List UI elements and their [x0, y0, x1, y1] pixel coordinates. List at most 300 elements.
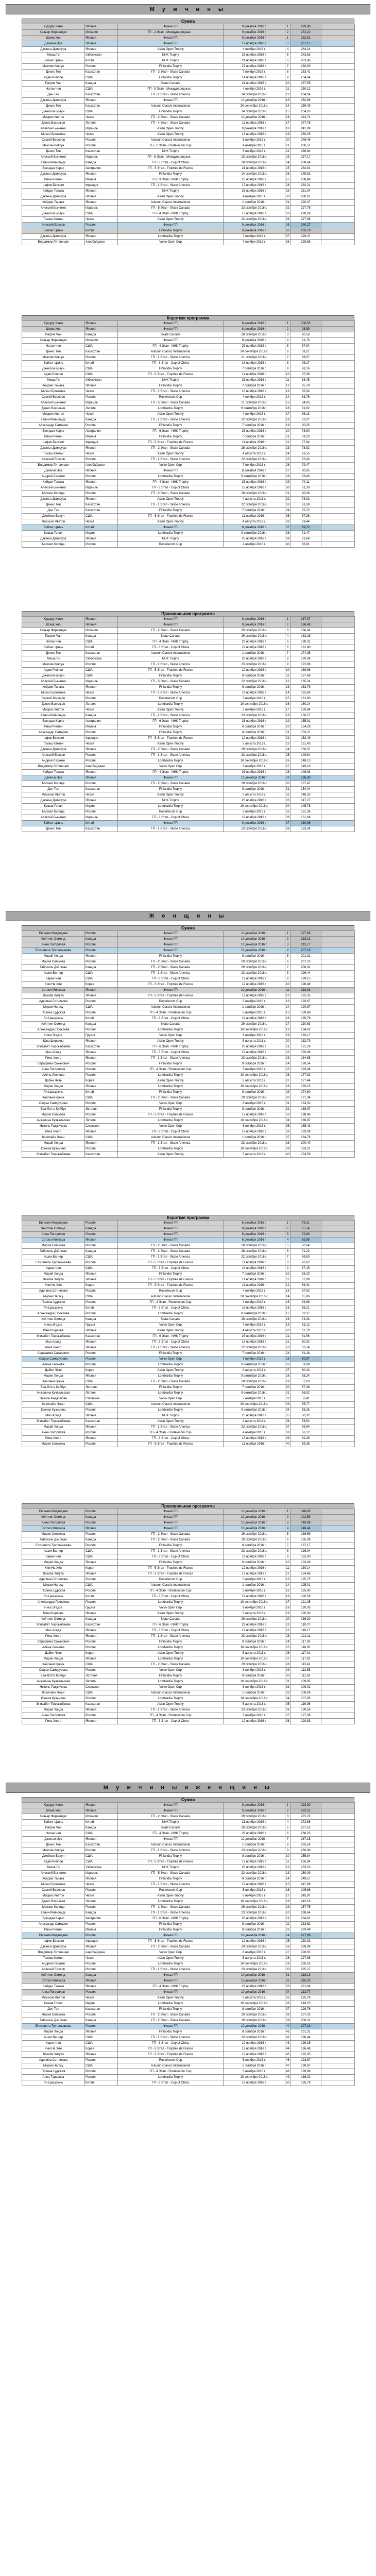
table-row: [22, 1277, 355, 1283]
country-cell: Франция: [85, 183, 118, 189]
empty-cell: [321, 1340, 355, 1345]
table-row: [22, 1101, 355, 1107]
country-cell: Словакия: [85, 1685, 118, 1690]
skater-name-cell: Патрик Чан: [22, 332, 85, 338]
empty-cell: [321, 1152, 355, 1158]
skater-name-cell: Юна Шираива: [22, 1039, 85, 1044]
section-banner: М у ж ч и н ы и ж е н щ и н ы: [6, 1783, 370, 1793]
event-cell: Финал ГП: [118, 1933, 224, 1939]
place-cell: 24: [285, 451, 290, 457]
skater-name-cell: Ли Цзыцзюнь: [22, 1306, 85, 1311]
place-cell: 37: [285, 821, 290, 826]
country-cell: Чехия: [85, 519, 118, 525]
place-cell: 29: [285, 1090, 290, 1095]
date-cell: 27 ноября 2016 г.: [224, 64, 285, 70]
country-cell: США: [85, 1135, 118, 1141]
country-cell: Россия: [85, 1073, 118, 1078]
table-row: [22, 1554, 355, 1560]
date-cell: 12 ноября 2016 г.: [224, 1566, 285, 1571]
table-row: [22, 121, 355, 126]
event-cell: Lombardia Trophy: [118, 1027, 224, 1033]
score-cell: 241,89: [290, 126, 321, 132]
country-cell: Казахстан: [85, 149, 118, 155]
table-row: [22, 1413, 355, 1419]
place-cell: 8: [285, 971, 290, 976]
empty-cell: [321, 1656, 355, 1662]
table-row: [22, 132, 355, 138]
country-cell: Россия: [85, 1311, 118, 1317]
score-cell: 176,15: [290, 1084, 321, 1090]
date-cell: 1 октября 2016 г.: [224, 1690, 285, 1696]
empty-cell: [321, 775, 355, 781]
event-cell: Lombardia Trophy: [118, 1961, 224, 1967]
table-row: [22, 64, 355, 70]
place-cell: 27: [285, 764, 290, 770]
table-row: [22, 189, 355, 194]
country-cell: Япония: [85, 617, 118, 622]
date-cell: 5 августа 2016 г.: [224, 1039, 285, 1044]
empty-cell: [321, 1090, 355, 1095]
place-cell: 46: [285, 2058, 290, 2063]
score-cell: 71,22: [290, 1249, 321, 1255]
empty-cell: [321, 1865, 355, 1871]
country-cell: Россия: [85, 1362, 118, 1368]
event-cell: ГП - 6 Этап - NHK Trophy: [118, 429, 224, 434]
country-cell: Россия: [85, 753, 118, 758]
skater-name-cell: Анжелина Кучвальская: [22, 1391, 85, 1396]
date-cell: 25 ноября 2016 г.: [224, 480, 285, 485]
event-cell: Финал ГП: [118, 948, 224, 954]
place-cell: 10: [285, 982, 290, 988]
event-cell: ГП - 2 Этап - Skate Canada: [118, 1249, 224, 1255]
empty-cell: [321, 1702, 355, 1707]
place-cell: 4: [285, 47, 290, 53]
table-row: [22, 999, 355, 1005]
event-cell: Lombardia Trophy: [118, 758, 224, 764]
country-cell: Казахстан: [85, 1334, 118, 1340]
skater-name-cell: Кейтлин Осмонд: [22, 1973, 85, 1978]
country-cell: Австралия: [85, 1916, 118, 1922]
event-cell: ГП - 1 Этап - Skate America: [118, 753, 224, 758]
date-cell: 12 ноября 2016 г.: [224, 1112, 285, 1118]
place-cell: 21: [285, 143, 290, 149]
empty-cell: [321, 429, 355, 434]
date-cell: 28 октября 2016 г.: [224, 1317, 285, 1323]
empty-cell: [321, 942, 355, 948]
place-cell: 17: [285, 707, 290, 713]
place-cell: 34: [285, 1118, 290, 1124]
score-cell: 62,26: [290, 1436, 321, 1442]
table-row: [22, 1837, 355, 1842]
event-cell: Rostelecom Cup: [118, 395, 224, 400]
table-row: [22, 41, 355, 47]
place-cell: 20: [285, 1617, 290, 1622]
table-row: [22, 942, 355, 948]
country-cell: Казахстан: [85, 1842, 118, 1848]
place-cell: 6: [285, 349, 290, 355]
event-cell: ГП - 5 Этап - Skate Canada: [118, 679, 224, 685]
table-row: [22, 2024, 355, 2029]
score-cell: 237,17: [290, 155, 321, 160]
skater-name-cell: Морисио Кветон: [22, 1995, 85, 2001]
date-cell: 9 декабря 2016 г.: [224, 821, 285, 826]
table-row: [22, 1515, 355, 1520]
skater-name-cell: Кейтлин Осмонд: [22, 1515, 85, 1520]
event-cell: NHK Trophy: [118, 536, 224, 542]
place-cell: 19: [285, 1323, 290, 1328]
country-cell: Испания: [85, 30, 118, 36]
event-cell: Lombardia Trophy: [118, 234, 224, 240]
empty-cell: [321, 1944, 355, 1950]
country-cell: Россия: [85, 1509, 118, 1515]
score-cell: 170,08: [290, 656, 321, 662]
country-cell: США: [85, 344, 118, 349]
score-cell: 160,24: [290, 702, 321, 707]
score-cell: 213,77: [290, 942, 321, 948]
score-cell: 227,98: [290, 217, 321, 223]
date-cell: 23 октября 2016 г.: [224, 713, 285, 719]
place-cell: 3: [285, 628, 290, 634]
event-cell: ГП - 5 Этап - Trophée de France: [118, 514, 224, 519]
place-cell: 35: [285, 1702, 290, 1707]
table-row: [22, 634, 355, 639]
country-cell: Россия: [85, 730, 118, 736]
place-cell: 29: [285, 480, 290, 485]
empty-cell: [321, 121, 355, 126]
event-cell: ГП - 5 Этап - Trophée de France: [118, 668, 224, 673]
event-cell: ГП - 5 Этап - Trophée de France: [118, 2046, 224, 2052]
country-cell: Канада: [85, 1617, 118, 1622]
empty-cell: [321, 1033, 355, 1039]
score-cell: 90,28: [290, 491, 321, 497]
date-cell: 29 октября 2016 г.: [224, 1814, 285, 1820]
score-cell: 61,56: [290, 1334, 321, 1340]
event-cell: Финал ГП: [118, 1221, 224, 1226]
date-cell: 26 ноября 2016 г.: [224, 656, 285, 662]
table-row: [22, 480, 355, 485]
date-cell: 19 ноября 2016 г.: [224, 2041, 285, 2046]
date-cell: 26 ноября 2016 г.: [224, 189, 285, 194]
date-cell: 21 ноября 2016 г.: [224, 1820, 285, 1825]
skater-name-cell: Анна Погорилая: [22, 1430, 85, 1436]
place-cell: 2: [285, 1808, 290, 1814]
ranking-block: [22, 611, 354, 832]
event-cell: Lombardia Trophy: [118, 1084, 224, 1090]
score-cell: 218,13: [290, 937, 321, 942]
score-cell: 111,59: [290, 1673, 321, 1679]
empty-cell: [321, 1690, 355, 1696]
country-cell: Казахстан: [85, 502, 118, 508]
score-cell: 220,07: [290, 200, 321, 206]
skater-name-cell: Владимир Литвинцев: [22, 463, 85, 468]
table-row: [22, 1061, 355, 1067]
table-row: [22, 92, 355, 98]
place-cell: 22: [285, 1628, 290, 1634]
skater-name-cell: Максим Ковтун: [22, 662, 85, 668]
skater-name-cell: Бойонг Цзинь: [22, 228, 85, 234]
date-cell: 8 декабря 2016 г.: [224, 525, 285, 531]
event-cell: Finlandia Trophy: [118, 673, 224, 679]
place-cell: 1: [285, 1221, 290, 1226]
skater-name-cell: Денис Тен: [22, 149, 85, 155]
skater-name-cell: Елизавета Туктамышева: [22, 948, 85, 954]
place-cell: 24: [285, 1351, 290, 1357]
event-cell: ГП - 2 Этап - Skate Canada: [118, 1814, 224, 1820]
country-cell: Корея: [85, 1078, 118, 1084]
empty-cell: [321, 747, 355, 753]
country-cell: Россия: [85, 1146, 118, 1152]
empty-cell: [321, 1050, 355, 1056]
country-cell: Россия: [85, 143, 118, 149]
place-cell: 33: [285, 1690, 290, 1696]
empty-cell: [321, 468, 355, 474]
skater-name-cell: Кевин Рейнольдс: [22, 417, 85, 423]
country-cell: Россия: [85, 1922, 118, 1927]
date-cell: 26 ноября 2016 г.: [224, 798, 285, 804]
date-cell: 8 октября 2016 г.: [224, 2029, 285, 2035]
empty-cell: [321, 2063, 355, 2069]
country-cell: Япония: [85, 1707, 118, 1713]
country-cell: Россия: [85, 1101, 118, 1107]
event-cell: Финал ГП: [118, 1238, 224, 1243]
score-cell: 61,18: [290, 1351, 321, 1357]
place-cell: 18: [285, 417, 290, 423]
country-cell: Япония: [85, 200, 118, 206]
date-cell: 5 ноября 2016 г.: [224, 696, 285, 702]
place-cell: 28: [285, 474, 290, 480]
table-row: [22, 406, 355, 412]
place-cell: 1: [285, 617, 290, 622]
date-cell: 9 декабря 2016 г.: [224, 622, 285, 628]
score-cell: 87,94: [290, 344, 321, 349]
skater-name-cell: Элизабет Тюрсынбаева: [22, 1622, 85, 1628]
score-cell: 244,74: [290, 115, 321, 121]
score-cell: 231,04: [290, 189, 321, 194]
skater-name-cell: Брендан Кернс: [22, 1916, 85, 1922]
date-cell: 14 ноября 2016 г.: [224, 75, 285, 81]
event-cell: Finlandia Trophy: [118, 1107, 224, 1112]
country-cell: Япония: [85, 1628, 118, 1634]
table-row: [22, 1095, 355, 1101]
skater-name-cell: Габриэль Дэйлман: [22, 2018, 85, 2024]
empty-cell: [321, 2007, 355, 2012]
date-cell: 23 октября 2016 г.: [224, 753, 285, 758]
table-row: [22, 206, 355, 211]
table-row: [22, 1362, 355, 1368]
event-cell: NHK Trophy: [118, 798, 224, 804]
empty-cell: [321, 999, 355, 1005]
date-cell: 5 августа 2016 г.: [224, 1702, 285, 1707]
skater-name-cell: Марай Хонда: [22, 954, 85, 959]
event-cell: ГП - 3 Этап - Cup of China: [118, 2041, 224, 2046]
event-cell: Финал ГП: [118, 24, 224, 30]
empty-cell: [321, 206, 355, 211]
empty-cell: [321, 1882, 355, 1888]
skater-name-cell: Михал Бржезина: [22, 690, 85, 696]
table-row: [22, 1882, 355, 1888]
empty-cell: [321, 1696, 355, 1702]
skater-name-cell: Дзюнъя Дзиноура: [22, 172, 85, 177]
empty-cell: [321, 389, 355, 395]
table-row: [22, 1825, 355, 1831]
table-row: [22, 1243, 355, 1249]
country-cell: США: [85, 1854, 118, 1859]
skater-name-cell: Евгения Медведева: [22, 1221, 85, 1226]
score-cell: 120,58: [290, 1594, 321, 1600]
country-cell: США: [85, 1831, 118, 1837]
date-cell: 10 декабря 2016 г.: [224, 1978, 285, 1984]
country-cell: Россия: [85, 1357, 118, 1362]
score-cell: 59,89: [290, 1362, 321, 1368]
empty-cell: [321, 707, 355, 713]
place-cell: 13: [285, 999, 290, 1005]
skater-name-cell: Чафик Бессеги: [22, 440, 85, 446]
empty-cell: [321, 217, 355, 223]
country-cell: Чехия: [85, 1956, 118, 1961]
score-cell: 227,66: [290, 931, 321, 937]
empty-cell: [321, 1554, 355, 1560]
score-cell: 63,37: [290, 1311, 321, 1317]
place-cell: 37: [285, 234, 290, 240]
empty-cell: [321, 536, 355, 542]
table-row: [22, 349, 355, 355]
skater-name-cell: Натан Чен: [22, 639, 85, 645]
score-cell: 151,43: [290, 741, 321, 747]
score-cell: 155,91: [290, 719, 321, 724]
table-row: [22, 451, 355, 457]
empty-cell: [321, 634, 355, 639]
skater-name-cell: Кайлани Крейн: [22, 1095, 85, 1101]
skater-name-cell: Дабин Чхве: [22, 1368, 85, 1374]
table-row: [22, 993, 355, 999]
empty-cell: [321, 1611, 355, 1617]
empty-cell: [321, 976, 355, 982]
table-row: [22, 223, 355, 228]
empty-cell: [321, 1249, 355, 1255]
place-cell: 21: [285, 730, 290, 736]
score-cell: 81,92: [290, 406, 321, 412]
empty-cell: [321, 1899, 355, 1905]
empty-cell: [321, 2018, 355, 2024]
empty-cell: [321, 1442, 355, 1447]
place-cell: 21: [285, 1622, 290, 1628]
table-row: [22, 798, 355, 804]
skater-name-cell: Вакаба Хигути: [22, 1277, 85, 1283]
score-cell: 249,57: [290, 1876, 321, 1882]
date-cell: 1 октября 2016 г.: [224, 1005, 285, 1010]
event-cell: Asian Open Trophy: [118, 741, 224, 747]
empty-cell: [321, 149, 355, 155]
score-cell: 260,90: [290, 64, 321, 70]
place-cell: 19: [285, 132, 290, 138]
skater-name-cell: Ли Цзыцзюнь: [22, 1090, 85, 1095]
place-cell: 34: [285, 804, 290, 809]
table-row: [22, 937, 355, 942]
empty-cell: [321, 338, 355, 344]
place-cell: 35: [285, 514, 290, 519]
country-cell: Израиль: [85, 815, 118, 821]
skater-name-cell: Аделина Сотникова: [22, 1577, 85, 1583]
date-cell: 12 ноября 2016 г.: [224, 1859, 285, 1865]
place-cell: 20: [285, 1328, 290, 1334]
event-cell: ГП - 3 Этап - Cup of China: [118, 1594, 224, 1600]
event-cell: Autumn Classic International: [118, 138, 224, 143]
date-cell: 11 ноября 2016 г.: [224, 372, 285, 378]
country-cell: Италия: [85, 724, 118, 730]
date-cell: 5 ноября 2016 г.: [224, 707, 285, 713]
skater-name-cell: Юдзуру Ханю: [22, 321, 85, 327]
score-cell: 153,08: [290, 826, 321, 832]
place-cell: 15: [285, 1300, 290, 1306]
event-cell: ГП - 5 Этап - Trophée de France: [118, 1112, 224, 1118]
date-cell: 8 декабря 2016 г.: [224, 1232, 285, 1238]
event-cell: Finlandia Trophy: [118, 1090, 224, 1095]
event-cell: ГП - 5 Этап - Международные…: [118, 87, 224, 92]
score-cell: 56,41: [290, 1396, 321, 1402]
country-cell: Япония: [85, 622, 118, 628]
table-row: [22, 1289, 355, 1294]
event-cell: ГП - 2 Этап - Skate Canada: [118, 2012, 224, 2018]
place-cell: 38: [285, 1141, 290, 1146]
event-cell: Finlandia Trophy: [118, 1351, 224, 1357]
country-cell: США: [85, 1005, 118, 1010]
score-cell: 89,21: [290, 349, 321, 355]
country-cell: Корея: [85, 1283, 118, 1289]
event-cell: Volvo Open Cup: [118, 1950, 224, 1956]
country-cell: Китай: [85, 821, 118, 826]
block-title: Произвольная программа: [22, 1503, 354, 1509]
date-cell: 10 декабря 2016 г.: [224, 948, 285, 954]
event-cell: Volvo Open Cup: [118, 1357, 224, 1362]
date-cell: 10 декабря 2016 г.: [224, 2024, 285, 2029]
event-cell: Finlandia Trophy: [118, 2007, 224, 2012]
score-cell: 168,97: [290, 1107, 321, 1112]
score-cell: 225,76: [290, 1995, 321, 2001]
skater-name-cell: Денис Тен: [22, 1842, 85, 1848]
place-cell: 38: [285, 1430, 290, 1436]
event-cell: Autumn Classic International: [118, 1005, 224, 1010]
place-cell: 22: [285, 736, 290, 741]
place-cell: 37: [285, 1713, 290, 1719]
skater-name-cell: Дзюнъя Дзиноура: [22, 234, 85, 240]
table-row: [22, 440, 355, 446]
event-cell: ГП - 3 Этап - Cup of China: [118, 2080, 224, 2086]
skater-name-cell: Натан Чен: [22, 344, 85, 349]
skater-name-cell: Аделина Сотникова: [22, 2058, 85, 2063]
skater-name-cell: Кэйтлин Осмонд: [22, 1317, 85, 1323]
table-row: [22, 1922, 355, 1927]
event-cell: Rostelecom Cup: [118, 1577, 224, 1583]
country-cell: Япония: [85, 1050, 118, 1056]
place-cell: 40: [285, 2024, 290, 2029]
country-cell: Грузия: [85, 1605, 118, 1611]
country-cell: Казахстан: [85, 1419, 118, 1425]
empty-cell: [321, 508, 355, 514]
score-cell: 229,76: [290, 2007, 321, 2012]
score-cell: 80,25: [290, 423, 321, 429]
empty-cell: [321, 155, 355, 160]
country-cell: Канада: [85, 937, 118, 942]
empty-cell: [321, 502, 355, 508]
event-cell: ГП - 5 Этап - Skate Canada: [118, 206, 224, 211]
empty-cell: [321, 327, 355, 332]
event-cell: Финал ГП: [118, 98, 224, 104]
table-row: [22, 491, 355, 497]
score-cell: 68,23: [290, 1272, 321, 1277]
skater-name-cell: Элизабет Тюрсынбаева: [22, 1044, 85, 1050]
empty-cell: [321, 696, 355, 702]
place-cell: 22: [285, 440, 290, 446]
